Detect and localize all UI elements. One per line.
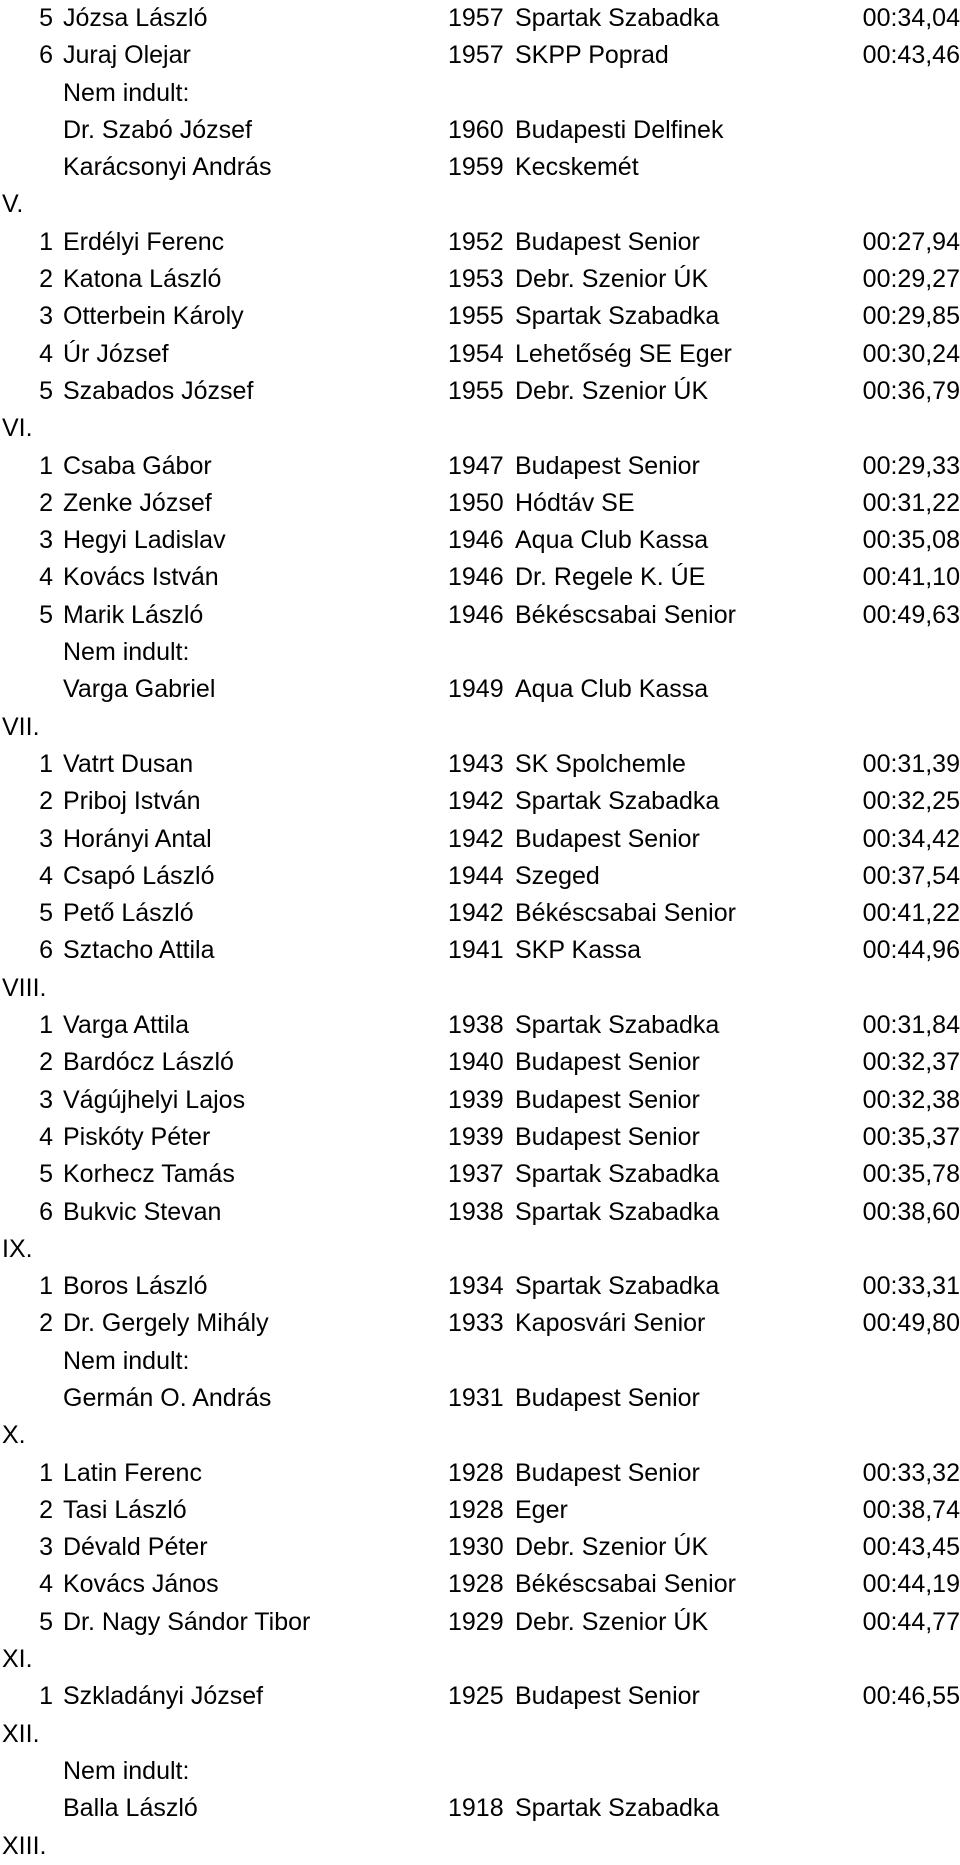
place-number: 3 xyxy=(39,1085,53,1114)
birth-year: 1946 xyxy=(448,600,504,629)
note-text: Nem indult: xyxy=(63,78,190,107)
birth-year: 1931 xyxy=(448,1383,504,1412)
result-time: 00:49,63 xyxy=(862,600,960,629)
birth-year: 1957 xyxy=(448,41,504,70)
club-name: Budapest Senior xyxy=(515,1458,700,1487)
note-text: Nem indult: xyxy=(63,1756,190,1785)
result-time: 00:49,80 xyxy=(862,1309,960,1338)
swimmer-name: Zenke József xyxy=(63,488,212,517)
place-number: 3 xyxy=(39,302,53,331)
swimmer-name: Balla László xyxy=(63,1794,198,1823)
club-name: Békéscsabai Senior xyxy=(515,1570,736,1599)
place-number: 3 xyxy=(39,1533,53,1562)
club-name: Budapest Senior xyxy=(515,451,700,480)
result-row xyxy=(0,1529,960,1566)
swimmer-name: Bukvic Stevan xyxy=(63,1197,222,1226)
swimmer-name: Kovács István xyxy=(63,563,219,592)
club-name: SKP Kassa xyxy=(515,936,642,965)
category-label: VII. xyxy=(2,712,40,741)
swimmer-name: Dr. Nagy Sándor Tibor xyxy=(63,1607,311,1636)
result-row xyxy=(0,1678,960,1715)
place-number: 2 xyxy=(39,787,53,816)
place-number: 3 xyxy=(39,526,53,555)
club-name: Budapest Senior xyxy=(515,227,700,256)
birth-year: 1938 xyxy=(448,1011,504,1040)
category-heading xyxy=(0,970,960,1007)
club-name: Debr. Szenior ÚK xyxy=(515,1533,709,1562)
birth-year: 1928 xyxy=(448,1458,504,1487)
place-number: 5 xyxy=(39,4,53,32)
swimmer-name: Bardócz László xyxy=(63,1048,234,1077)
birth-year: 1942 xyxy=(448,787,504,816)
result-time: 00:29,85 xyxy=(862,302,960,331)
result-row xyxy=(0,112,960,149)
place-number: 1 xyxy=(39,1272,53,1301)
swimmer-name: Szabados József xyxy=(63,376,254,405)
result-time: 00:38,60 xyxy=(862,1197,960,1226)
club-name: Budapest Senior xyxy=(515,1085,700,1114)
swimmer-name: Varga Attila xyxy=(63,1011,190,1040)
place-number: 1 xyxy=(39,451,53,480)
category-label: VI. xyxy=(2,414,33,443)
club-name: Békéscsabai Senior xyxy=(515,899,736,928)
result-time: 00:29,27 xyxy=(862,265,960,294)
club-name: Aqua Club Kassa xyxy=(515,675,709,704)
birth-year: 1955 xyxy=(448,376,504,405)
result-row xyxy=(0,448,960,485)
category-heading xyxy=(0,1828,960,1865)
swimmer-name: Priboj István xyxy=(63,787,201,816)
birth-year: 1950 xyxy=(448,488,504,517)
result-time: 00:30,24 xyxy=(862,339,960,368)
swimmer-name: Kovács János xyxy=(63,1570,219,1599)
swimmer-name: Korhecz Tamás xyxy=(63,1160,235,1189)
result-row xyxy=(0,485,960,522)
result-row xyxy=(0,1044,960,1081)
result-row xyxy=(0,1305,960,1342)
birth-year: 1947 xyxy=(448,451,504,480)
club-name: Budapest Senior xyxy=(515,1122,700,1151)
birth-year: 1960 xyxy=(448,115,504,144)
result-row xyxy=(0,1268,960,1305)
birth-year: 1938 xyxy=(448,1197,504,1226)
swimmer-name: Hegyi Ladislav xyxy=(63,526,226,555)
birth-year: 1954 xyxy=(448,339,504,368)
swimmer-name: Germán O. András xyxy=(63,1383,272,1412)
result-row xyxy=(0,1156,960,1193)
place-number: 5 xyxy=(39,600,53,629)
birth-year: 1925 xyxy=(448,1682,504,1711)
result-row xyxy=(0,559,960,596)
swimmer-name: Dr. Gergely Mihály xyxy=(63,1309,269,1338)
not-started-note xyxy=(0,634,960,671)
result-row xyxy=(0,671,960,708)
result-row xyxy=(0,336,960,373)
result-time: 00:35,08 xyxy=(862,526,960,555)
result-time: 00:46,55 xyxy=(862,1682,960,1711)
note-text: Nem indult: xyxy=(63,1346,190,1375)
result-row xyxy=(0,522,960,559)
result-time: 00:33,32 xyxy=(862,1458,960,1487)
birth-year: 1955 xyxy=(448,302,504,331)
result-row xyxy=(0,298,960,335)
result-time: 00:32,25 xyxy=(862,787,960,816)
place-number: 4 xyxy=(39,563,53,592)
category-heading xyxy=(0,1716,960,1753)
birth-year: 1953 xyxy=(448,265,504,294)
result-row xyxy=(0,261,960,298)
place-number: 1 xyxy=(39,227,53,256)
place-number: 6 xyxy=(39,936,53,965)
result-row xyxy=(0,1007,960,1044)
category-heading xyxy=(0,186,960,223)
swimmer-name: Boros László xyxy=(63,1272,208,1301)
result-row xyxy=(0,0,960,37)
club-name: Budapest Senior xyxy=(515,824,700,853)
result-time: 00:32,37 xyxy=(862,1048,960,1077)
result-row xyxy=(0,746,960,783)
place-number: 1 xyxy=(39,1682,53,1711)
swimmer-name: Juraj Olejar xyxy=(63,41,191,70)
place-number: 2 xyxy=(39,488,53,517)
not-started-note xyxy=(0,1343,960,1380)
category-heading xyxy=(0,410,960,447)
result-row xyxy=(0,1119,960,1156)
result-time: 00:31,39 xyxy=(862,749,960,778)
birth-year: 1959 xyxy=(448,153,504,182)
result-time: 00:41,10 xyxy=(862,563,960,592)
club-name: Spartak Szabadka xyxy=(515,1160,720,1189)
place-number: 6 xyxy=(39,1197,53,1226)
category-label: XII. xyxy=(2,1719,40,1748)
result-row xyxy=(0,858,960,895)
result-time: 00:34,42 xyxy=(862,824,960,853)
birth-year: 1946 xyxy=(448,563,504,592)
result-time: 00:35,37 xyxy=(862,1122,960,1151)
result-row xyxy=(0,1604,960,1641)
result-time: 00:31,84 xyxy=(862,1011,960,1040)
swimmer-name: Úr József xyxy=(63,339,169,368)
birth-year: 1944 xyxy=(448,861,504,890)
swimmer-name: Vágújhelyi Lajos xyxy=(63,1085,246,1114)
place-number: 5 xyxy=(39,1607,53,1636)
result-row xyxy=(0,821,960,858)
category-heading xyxy=(0,1641,960,1678)
result-row xyxy=(0,1455,960,1492)
place-number: 4 xyxy=(39,339,53,368)
birth-year: 1942 xyxy=(448,824,504,853)
swimmer-name: Horányi Antal xyxy=(63,824,212,853)
club-name: Békéscsabai Senior xyxy=(515,600,736,629)
club-name: Spartak Szabadka xyxy=(515,1272,720,1301)
birth-year: 1918 xyxy=(448,1794,504,1823)
result-time: 00:36,79 xyxy=(862,376,960,405)
birth-year: 1943 xyxy=(448,749,504,778)
place-number: 6 xyxy=(39,41,53,70)
club-name: Kaposvári Senior xyxy=(515,1309,706,1338)
category-label: X. xyxy=(2,1421,26,1450)
birth-year: 1942 xyxy=(448,899,504,928)
result-row xyxy=(0,1082,960,1119)
place-number: 5 xyxy=(39,1160,53,1189)
birth-year: 1928 xyxy=(448,1495,504,1524)
birth-year: 1940 xyxy=(448,1048,504,1077)
club-name: Spartak Szabadka xyxy=(515,1197,720,1226)
birth-year: 1930 xyxy=(448,1533,504,1562)
club-name: Budapest Senior xyxy=(515,1383,700,1412)
category-label: VIII. xyxy=(2,973,47,1002)
swimmer-name: Csapó László xyxy=(63,861,215,890)
result-row xyxy=(0,895,960,932)
birth-year: 1957 xyxy=(448,4,504,32)
club-name: Szeged xyxy=(515,861,600,890)
category-label: XI. xyxy=(2,1645,33,1674)
place-number: 2 xyxy=(39,1495,53,1524)
category-label: V. xyxy=(2,190,24,219)
swimmer-name: Marik László xyxy=(63,600,204,629)
place-number: 1 xyxy=(39,1458,53,1487)
club-name: SK Spolchemle xyxy=(515,749,686,778)
result-time: 00:44,77 xyxy=(862,1607,960,1636)
result-time: 00:38,74 xyxy=(862,1495,960,1524)
not-started-note xyxy=(0,75,960,112)
result-time: 00:43,46 xyxy=(862,41,960,70)
place-number: 4 xyxy=(39,1570,53,1599)
club-name: Aqua Club Kassa xyxy=(515,526,709,555)
category-label: IX. xyxy=(2,1234,33,1263)
result-time: 00:34,04 xyxy=(862,4,960,32)
result-time: 00:44,19 xyxy=(862,1570,960,1599)
result-time: 00:43,45 xyxy=(862,1533,960,1562)
swimmer-name: Pető László xyxy=(63,899,194,928)
club-name: Spartak Szabadka xyxy=(515,302,720,331)
result-time: 00:37,54 xyxy=(862,861,960,890)
club-name: Spartak Szabadka xyxy=(515,1794,720,1823)
club-name: Debr. Szenior ÚK xyxy=(515,1607,709,1636)
result-row xyxy=(0,1566,960,1603)
result-row xyxy=(0,1790,960,1827)
place-number: 2 xyxy=(39,1309,53,1338)
birth-year: 1949 xyxy=(448,675,504,704)
swimmer-name: Tasi László xyxy=(63,1495,187,1524)
swimmer-name: Szkladányi József xyxy=(63,1682,264,1711)
swimmer-name: Piskóty Péter xyxy=(63,1122,211,1151)
swimmer-name: Dévald Péter xyxy=(63,1533,208,1562)
club-name: Spartak Szabadka xyxy=(515,787,720,816)
swimmer-name: Katona László xyxy=(63,265,222,294)
swimmer-name: Dr. Szabó József xyxy=(63,115,252,144)
result-time: 00:29,33 xyxy=(862,451,960,480)
result-row xyxy=(0,37,960,74)
place-number: 2 xyxy=(39,1048,53,1077)
birth-year: 1933 xyxy=(448,1309,504,1338)
club-name: Budapest Senior xyxy=(515,1048,700,1077)
club-name: Eger xyxy=(515,1495,568,1524)
place-number: 4 xyxy=(39,1122,53,1151)
result-row xyxy=(0,932,960,969)
result-row xyxy=(0,1380,960,1417)
club-name: Lehetőség SE Eger xyxy=(515,339,732,368)
swimmer-name: Karácsonyi András xyxy=(63,153,272,182)
swimmer-name: Erdélyi Ferenc xyxy=(63,227,225,256)
category-heading xyxy=(0,1417,960,1454)
swimmer-name: Latin Ferenc xyxy=(63,1458,202,1487)
category-heading xyxy=(0,1231,960,1268)
swimmer-name: Józsa László xyxy=(63,4,208,32)
result-row xyxy=(0,1492,960,1529)
result-row xyxy=(0,783,960,820)
place-number: 5 xyxy=(39,376,53,405)
club-name: Kecskemét xyxy=(515,153,639,182)
swimmer-name: Sztacho Attila xyxy=(63,936,215,965)
club-name: Dr. Regele K. ÚE xyxy=(515,563,706,592)
place-number: 5 xyxy=(39,899,53,928)
result-row xyxy=(0,597,960,634)
result-time: 00:27,94 xyxy=(862,227,960,256)
result-time: 00:41,22 xyxy=(862,899,960,928)
birth-year: 1941 xyxy=(448,936,504,965)
club-name: Debr. Szenior ÚK xyxy=(515,376,709,405)
swimmer-name: Csaba Gábor xyxy=(63,451,212,480)
birth-year: 1946 xyxy=(448,526,504,555)
swimmer-name: Otterbein Károly xyxy=(63,302,244,331)
birth-year: 1934 xyxy=(448,1272,504,1301)
place-number: 1 xyxy=(39,1011,53,1040)
club-name: Hódtáv SE xyxy=(515,488,635,517)
result-time: 00:32,38 xyxy=(862,1085,960,1114)
result-time: 00:44,96 xyxy=(862,936,960,965)
swimmer-name: Varga Gabriel xyxy=(63,675,216,704)
result-time: 00:31,22 xyxy=(862,488,960,517)
category-heading xyxy=(0,709,960,746)
club-name: Spartak Szabadka xyxy=(515,4,720,32)
birth-year: 1952 xyxy=(448,227,504,256)
birth-year: 1939 xyxy=(448,1085,504,1114)
result-row xyxy=(0,1194,960,1231)
birth-year: 1929 xyxy=(448,1607,504,1636)
place-number: 2 xyxy=(39,265,53,294)
club-name: SKPP Poprad xyxy=(515,41,669,70)
not-started-note xyxy=(0,1753,960,1790)
club-name: Budapesti Delfinek xyxy=(515,115,724,144)
club-name: Debr. Szenior ÚK xyxy=(515,265,709,294)
birth-year: 1939 xyxy=(448,1122,504,1151)
birth-year: 1928 xyxy=(448,1570,504,1599)
place-number: 3 xyxy=(39,824,53,853)
club-name: Spartak Szabadka xyxy=(515,1011,720,1040)
place-number: 4 xyxy=(39,861,53,890)
swimmer-name: Vatrt Dusan xyxy=(63,749,194,778)
result-time: 00:33,31 xyxy=(862,1272,960,1301)
note-text: Nem indult: xyxy=(63,638,190,667)
result-row xyxy=(0,149,960,186)
place-number: 1 xyxy=(39,749,53,778)
result-time: 00:35,78 xyxy=(862,1160,960,1189)
category-label: XIII. xyxy=(2,1831,47,1860)
result-row xyxy=(0,373,960,410)
birth-year: 1937 xyxy=(448,1160,504,1189)
result-row xyxy=(0,224,960,261)
club-name: Budapest Senior xyxy=(515,1682,700,1711)
